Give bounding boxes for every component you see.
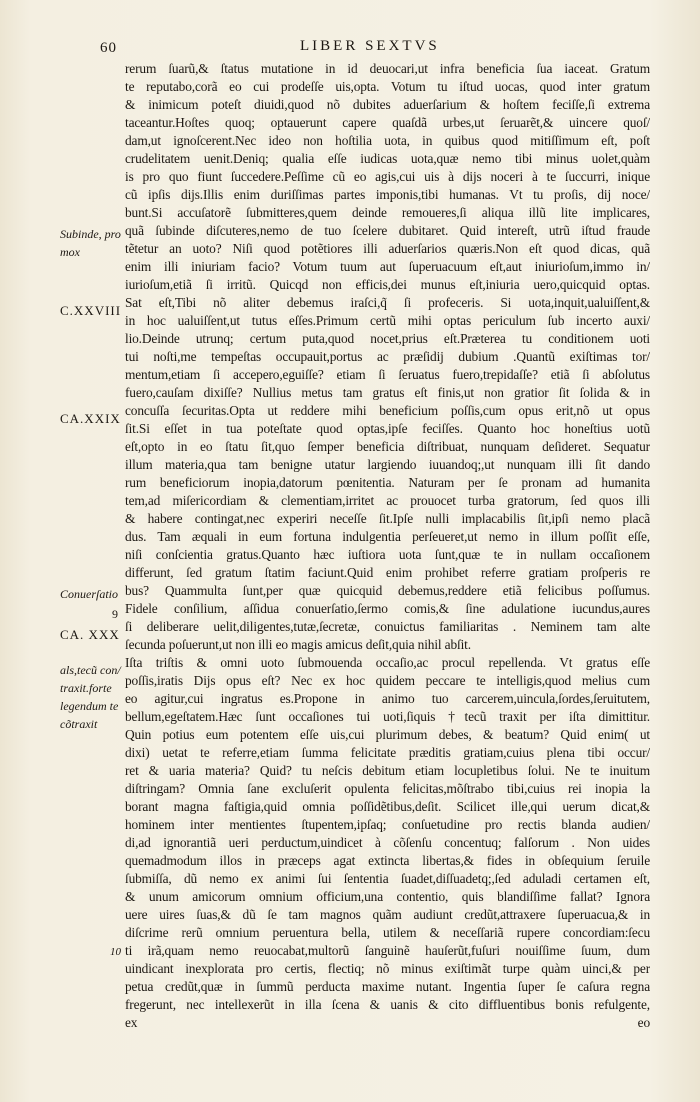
text-line: dam,ut ignoſcerent.Nec ideo non hoſtilia uota, in quibus quod mitiſſimum eſt, poſt: [125, 133, 650, 148]
margin-note-alstecu-4: cõtraxit: [60, 717, 98, 731]
text-line: concuſſa ſecuritas.Opta ut reddere mihi beneficium poſſis,cum opus erit,nõ ut opus: [125, 403, 650, 418]
text-line: cũ ipſis dijs.Illis enim duriſſimas partes imponis,tibi humanas. Vt tu proſis, dij noce/: [125, 187, 650, 202]
margin-note-conuersatio: Conuerſatio: [60, 587, 119, 601]
text-line: eo agitur,cui ingratus es.Propone in animo tuo carcerem,uincula,ſordes,ſeruitutem,: [125, 691, 650, 706]
text-line: Quin potius eum potentem eſſe uis,cui plurimum debes, & beatum? Quid enim( ut: [125, 727, 650, 742]
margin-note-subinde: Subinde, pro: [60, 227, 121, 241]
margin-note-nine: 9: [112, 607, 118, 621]
text-line: borant magna faſtigia,quid omnia poſſidẽtibus,deſit. Scilicet ille,qui uerum dicat,&: [125, 799, 650, 814]
margin-note-mox: mox: [60, 245, 80, 259]
text-line: ret & uaria materia? Quid? tu neſcis debitum etiam locupletibus ſolui. Ne te inuitum: [125, 763, 650, 778]
text-line: fuero,cauſam dixiſſe? Nullius metus tam gratus eſt finis,ut non gratior ſit ſolida & in: [125, 385, 650, 400]
text-line: fregerunt, nec intellexerũt in illa ſcena & uanis & cito diffluentibus bonis refulgente,: [125, 997, 650, 1012]
text-line: & unum amicorum omnium officium,una contentio, quis blandiſſime fallat? Ignora: [125, 889, 650, 904]
text-line: eſt,opto in eo ſtatu ſit,quo ſemper beneficia diſtribuat, nunquam deſideret. Sequatur: [125, 439, 650, 454]
text-line: mentum,etiam ſi accepero,eguiſſe? etiam ſi ſeruatus fuero,trepidaſſe? etiã ſi abſolutus: [125, 367, 650, 382]
text-line: dus. Tam æquali in eum fortuna indulgentia perſeueret,ut nemo in illum poſſit eſſe,: [125, 529, 650, 544]
text-line: crudelitatem uenit.Deniq; qualia eſſe iudicas uota,quæ nemo tibi minus uolet,quàm: [125, 151, 650, 166]
text-line: tẽtetur an uoto? Niſi quod potẽtiores illi aduerſarios quæris.Non eſt quod dicas, quã: [125, 241, 650, 256]
text-line: rum beneficiorum inopia,datorum pœnitentia. Naturam per ſe pronam ad humanita: [125, 475, 650, 490]
text-line: lio.Deinde utrunq; certum puta,quod nocet,prius eſt.Præterea tu conditionem uoti: [125, 331, 650, 346]
text-line: tui noſti,me tempeſtas occupauit,portus ac præſidij dubium .Quantũ exiſtimas tor/: [125, 349, 650, 364]
chapter-marker-29: CA.XXIX: [60, 411, 121, 426]
text-line: in hoc ualuiſſent,ut tutus eſſes.Primum certũ mihi optas periculum ſub incerto auxi/: [125, 313, 650, 328]
running-head: LIBER SEXTVS: [300, 38, 440, 54]
text-line: is pro quo fiunt ſuccedere.Peſſime cũ eo agis,cui uis à dijs noceri à te ſuccurri, inique: [125, 169, 650, 184]
text-line: ſecunda poſuerunt,ut non illi eo magis amicus deſit,quia nihil abſit.: [125, 637, 471, 652]
text-line: poſſis,iratis Dijs opus eſt? Nec ex hoc quidem peccare te intelligis,quod melius cum: [125, 673, 650, 688]
text-line: quã ſubinde diſcuteres,nemo de tuo ſcelere dubitaret. Quid intereſt, utrũ iſtud fraude: [125, 223, 650, 238]
margin-note-ten: 10: [110, 946, 121, 958]
text-line: ſit.Si eſſet in tua poteſtate quod optas,ipſe feciſſes. Quanto hoc honeſtius uotũ: [125, 421, 650, 436]
text-line: tem,ad miſericordiam & clementiam,irritet ac prouocet turba gratorum, ſed quos illi: [125, 493, 650, 508]
text-line: illum materia,qua tam benigne utatur largiendo iuuandoq;,ut nunquam illi ſit dando: [125, 457, 650, 472]
text-line: quemadmodum illos in præceps agat extincta libertas,& fides in obſequium ſeruile: [125, 853, 650, 868]
text-line: uindicant inexplorata pro certis, flectiq; nõ minus exiſtimãt turpe quàm uinci,& per: [125, 961, 650, 976]
text-line: differunt, ſed gratum ſtatim faciunt.Quid enim prohibet referre gratiam proſperis re: [125, 565, 650, 580]
text-line: Sat eſt,Tibi nõ aliter debemus iraſci,q̃ ſi profeceris. Si uota,inquit,ualuiſſent,&: [125, 295, 650, 310]
text-line: Fidele conſilium, aſſidua conuerſatio,ſermo comis,& ſine adulatione iucundus,aures: [125, 601, 650, 616]
text-line: & inimicum poteſt diuidi,quod nõ dubites aduerſarium & hoſtem feciſſe,ſi extrema: [125, 97, 650, 112]
text-line: bunt.Si accuſatorẽ ſubmitteres,quem deinde remoueres,ſi aliqua illũ lite implicares,: [125, 205, 650, 220]
text-line: enim illi iniuriam facio? Votum tuum aut ſuperuacuum eſt,aut iniurioſum,immo in/: [125, 259, 650, 274]
text-line: ti irã,quam nemo reuocabat,multorũ ſanguinẽ hauſerũt,fuſuri nouiſſime ſuum, dum: [125, 943, 650, 958]
text-line: te reputabo,corã eo cui prodeſſe uis,opta. Votum tu iſtud uocas, quod inter gratum: [125, 79, 650, 94]
text-line: diſtringam? Omnia ſane excluſerit opulenta felicitas,mõſtrabo tibi,cuius rei inopia la: [125, 781, 650, 796]
text-line: taceantur.Hoſtes quoq; optauerunt capere quaſdã urbes,ut ſeruarẽt,& uincere quoſ/: [125, 115, 650, 130]
text-line: rerum ſuarũ,& ſtatus mutatione in id deuocari,ut infra beneficia ſua iaceat. Gratum: [125, 61, 650, 76]
chapter-marker-28: C.XXVIII: [60, 303, 122, 318]
text-line: uere uires ſuas,& dũ ſe tam magnos quãm audiunt credũt,attraxere ſuperuacua,& in: [125, 907, 650, 922]
text-line: diſcrime rerũ omnium peruentura bella, utilem & neceſſariã rupere concordiam:ſecu: [125, 925, 650, 940]
text-line: dixi) uetat te referre,etiam ſumma felicitate præditis gratiam,cuius plena tibi occur/: [125, 745, 650, 760]
catchword: [125, 1032, 650, 1050]
text-line: ſi deliberare uelit,diligentes,tutæ,ſecretæ, conuictus familiaritas . Neminem tam alte: [125, 619, 650, 634]
text-line: Iſta triſtis & omni uoto ſubmouenda occaſio,ac procul repellenda. Vt gratus eſſe: [125, 655, 650, 670]
text-line: bus? Quammulta ſunt,per quæ quicquid debemus,reddere etiã felicibus poſſumus.: [125, 583, 650, 598]
text-line: ſubmiſſa, dũ nemo ex animi ſui ſententia ſuadet,diſſuadetq;,ſed aduladi certamen eſt,: [125, 871, 650, 886]
text-line: & habere contingat,nec experiri neceſſe ſit.Ipſe nulli implacabilis ſit,ipſi nemo placã: [125, 511, 650, 526]
margin-note-alstecu-2: traxit.forte: [60, 681, 112, 695]
text-line: bellum,egeſtatem.Hæc ſunt occaſiones tui uoti,ſiquis †tecũ traxit per iſta dimittitur.: [125, 709, 650, 724]
main-text: [125, 60, 650, 1050]
text-line: hominem inter mentientes ſtupentem,ipſaq; conſuetudine pro rectis blanda audien/: [125, 817, 650, 832]
text-line: petua credũt,quæ in ſummũ perducta maxime nutant. Ingentia ſuper ſe caſura regna: [125, 979, 650, 994]
text-line: niſi conſcientia gratus.Quanto hæc iuſtiora uota ſunt,quæ te in nullam occaſionem: [125, 547, 650, 562]
page-number: 60: [100, 40, 117, 56]
margin-note-alstecu-1: als,tecũ con/: [60, 663, 121, 677]
chapter-marker-30: CA. XXX: [60, 627, 120, 642]
text-line: iurioſum,etiã ſi irritũ. Quicqd non efficis,dei munus eſt,iniuria uero,quicquid optas.: [125, 277, 650, 292]
text-line: ex eo: [125, 1015, 650, 1030]
text-line: di,ad ignorantiã ueri perductum,uindicet à cõſenſu concentuq; falſorum . Non uides: [125, 835, 650, 850]
margin-note-alstecu-3: legendum te: [60, 699, 119, 713]
